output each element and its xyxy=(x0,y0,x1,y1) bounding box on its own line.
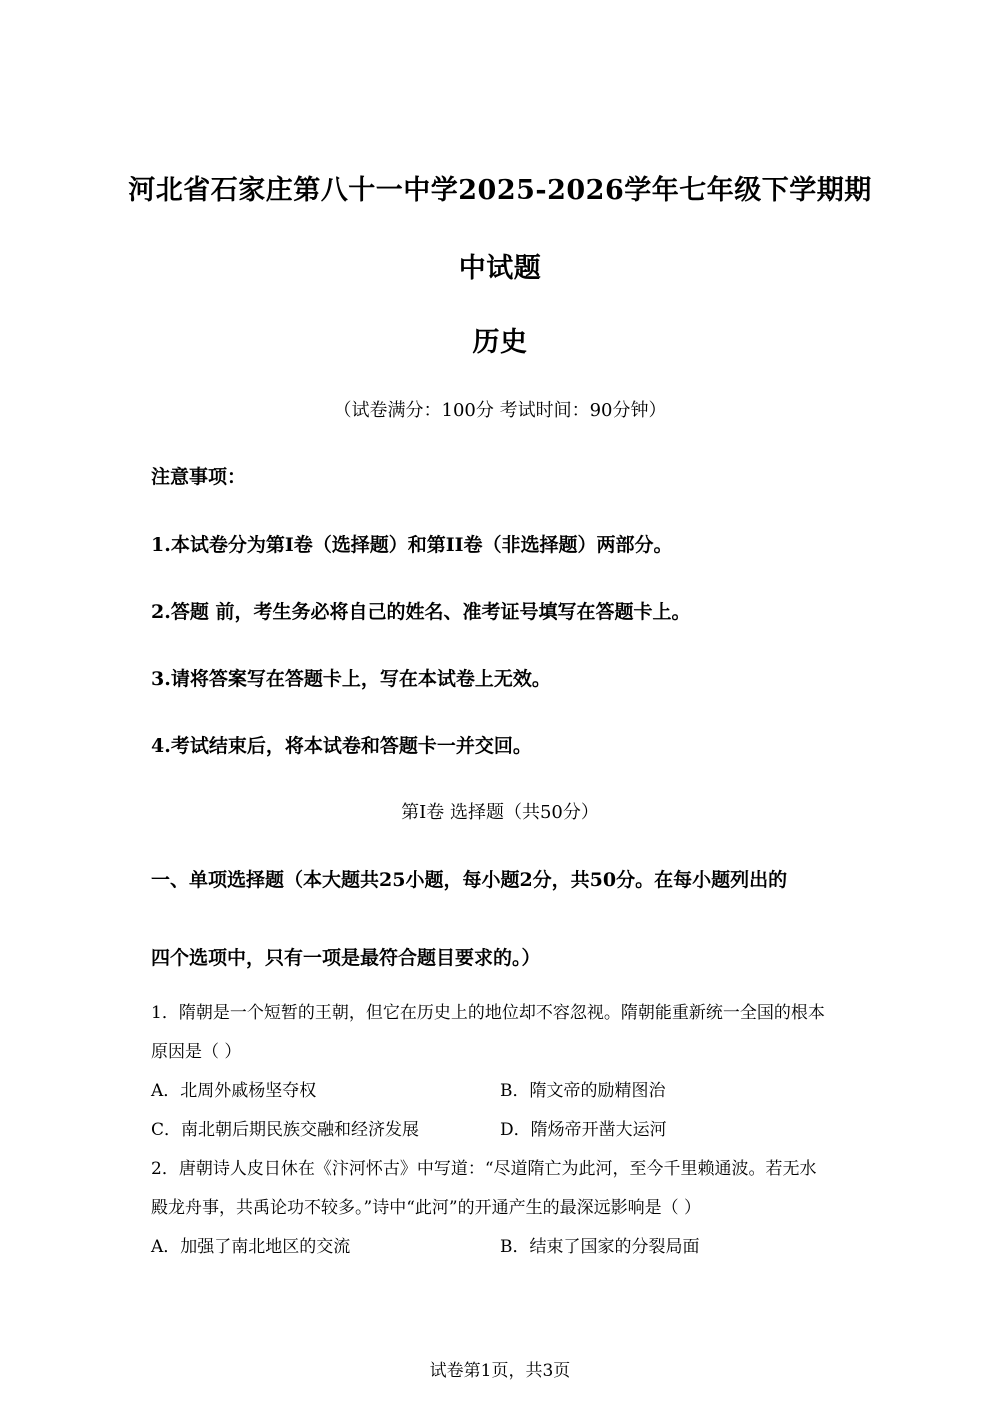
question-1-option-a: A．北周外戚杨坚夺权 xyxy=(151,1081,317,1101)
notice-item: 4.考试结束后，将本试卷和答题卡一并交回。 xyxy=(151,735,532,757)
page-footer: 试卷第1页，共3页 xyxy=(429,1361,571,1381)
notice-heading: 注意事项： xyxy=(151,466,247,488)
section-instruction-line1: 一、单项选择题（本大题共25小题，每小题2分，共50分。在每小题列出的 xyxy=(151,869,788,891)
exam-title-line1: 河北省石家庄第八十一中学2025-2026学年七年级下学期期 xyxy=(128,175,872,206)
question-2-option-b: B．结束了国家的分裂局面 xyxy=(500,1237,700,1257)
notice-item: 3.请将答案写在答题卡上，写在本试卷上无效。 xyxy=(151,668,551,690)
notice-item: 1.本试卷分为第Ⅰ卷（选择题）和第II卷（非选择题）两部分。 xyxy=(151,534,673,556)
notice-item: 2.答题 前，考生务必将自己的姓名、准考证号填写在答题卡上。 xyxy=(151,601,691,623)
question-2-stem-line1: 2．唐朝诗人皮日休在《汴河怀古》中写道：“尽道隋亡为此河，至今千里赖通波。若无水 xyxy=(151,1159,817,1179)
section-instruction-line2: 四个选项中，只有一项是最符合题目要求的。） xyxy=(151,947,541,969)
question-1-option-b: B．隋文帝的励精图治 xyxy=(500,1081,666,1101)
subject-title: 历史 xyxy=(472,327,528,358)
question-1-option-c: C．南北朝后期民族交融和经济发展 xyxy=(151,1120,420,1140)
section-heading: 第Ⅰ卷 选择题（共50分） xyxy=(401,802,599,823)
exam-info: （试卷满分：100分 考试时间：90分钟） xyxy=(333,400,667,421)
exam-title-line2: 中试题 xyxy=(458,253,542,284)
question-1-option-d: D．隋炀帝开凿大运河 xyxy=(500,1120,667,1140)
question-2-stem-line2: 殿龙舟事，共禹论功不较多。”诗中“此河”的开通产生的最深远影响是（ ） xyxy=(151,1198,701,1218)
question-1-stem-line1: 1．隋朝是一个短暂的王朝，但它在历史上的地位却不容忽视。隋朝能重新统一全国的根本 xyxy=(151,1003,825,1023)
question-1-stem-line2: 原因是（ ） xyxy=(151,1042,242,1062)
question-2-option-a: A．加强了南北地区的交流 xyxy=(151,1237,351,1257)
